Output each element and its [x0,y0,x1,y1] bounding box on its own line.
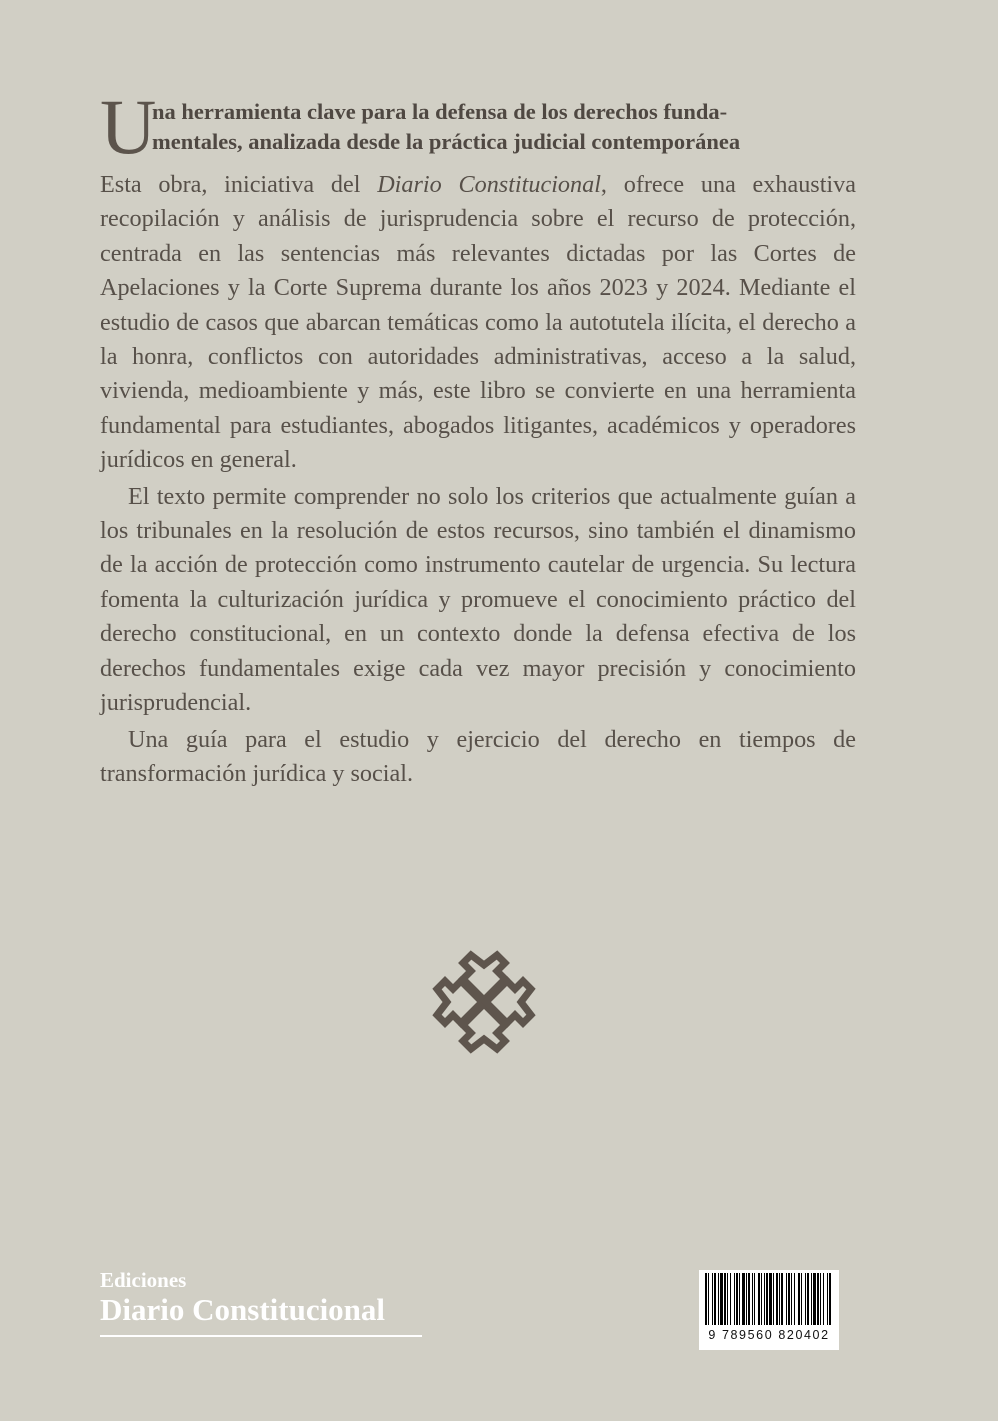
barcode-bar [791,1273,792,1325]
isbn-barcode [699,1270,839,1350]
barcode-bar [718,1273,719,1325]
barcode-bar [769,1273,772,1325]
paragraph-2: El texto permite comprender no solo los criterios que actualmente guían a los tribunales en la resolución de estos recursos, sino también el dinamismo de la acción de protección como instrumento cautelar de urgencia. Su lectura fomenta la culturización jurídica y promueve el conocimiento práctico del derecho constitucional, en un contexto donde la defensa efectiva de los derechos fundamentales exige cada vez mayor precisión y conocimiento jurisprudencial. [100,482,856,717]
four-petal-knot-ornament-icon [419,937,549,1067]
paragraph-3: Una guía para el estudio y ejercicio del derecho en tiempos de transformación jurídica y social. [100,725,856,787]
barcode-bar [811,1273,812,1325]
barcode-bar [752,1273,753,1325]
barcode-bar [742,1273,745,1325]
publisher-logo [100,1268,385,1328]
publisher-ediciones: Ediciones [100,1268,187,1292]
barcode-bar [705,1273,707,1325]
barcode-bar [781,1273,783,1325]
barcode-bar [801,1273,802,1325]
back-cover-text [100,83,856,791]
paragraph-1 [100,168,856,478]
barcode-bar [712,1273,713,1325]
barcode-bar [794,1273,795,1325]
barcode-bar [754,1273,755,1325]
barcode-bar [730,1273,731,1325]
barcode-bar [817,1273,819,1325]
headline-line-2: mentales, analizada desde la práctica judicial contemporánea [152,129,741,154]
barcode-bar [827,1273,828,1325]
barcode-bar [746,1273,747,1325]
barcode-bar [807,1273,809,1325]
barcode-bar [764,1273,765,1325]
barcode-bar [786,1273,787,1325]
drop-cap: U [100,83,157,170]
barcode-bar [736,1273,738,1325]
barcode-bar [766,1273,768,1325]
headline-line-1: na herramienta clave para la defensa de los derechos funda- [152,99,728,124]
headline [100,83,856,170]
paragraph-1-start: Esta obra, iniciativa del [100,171,378,198]
barcode-bar [823,1273,824,1325]
barcode-bar [761,1273,762,1325]
barcode-bar [748,1273,750,1325]
paragraph-1-italic: Diario Constitucional [377,171,601,198]
barcode-bar [776,1273,778,1325]
publisher-underline [100,1335,422,1337]
barcode-bar [773,1273,774,1325]
barcode-bar [829,1273,831,1325]
paragraph-1-rest: , ofrece una exhaustiva recopilación y análisis de jurisprudencia sobre el recurso de protección, centrada en las sentencias más relevantes dictadas por las Cortes de Apelaciones y la Corte Suprema durante los años 2023 y 2024. Mediante el estudio de casos que abarcan temáticas como la autotutela ilícita, el derecho a la honra, conflictos con autoridades administrativas, acceso a la salud, vivienda, medioambiente y más, este libro se convierte en una herramienta fundamental para estudiantes, abogados litigantes, académicos y operadores jurídicos en general. [100,171,856,474]
barcode-bar [805,1273,806,1325]
barcode-bar [820,1273,821,1325]
barcode-bars [703,1273,835,1329]
barcode-bar [708,1273,709,1325]
barcode-bar [813,1273,816,1325]
barcode-bar [739,1273,740,1325]
barcode-bar [727,1273,728,1325]
barcode-bar [734,1273,735,1325]
barcode-bar [779,1273,780,1325]
barcode-bar [724,1273,726,1325]
barcode-digits: 9 789560 820402 [708,1328,830,1342]
publisher-name: Diario Constitucional [100,1292,386,1327]
barcode-bar [720,1273,723,1325]
barcode-bar [714,1273,716,1325]
barcode-bar [788,1273,790,1325]
barcode-bar [758,1273,760,1325]
barcode-bar [798,1273,800,1325]
